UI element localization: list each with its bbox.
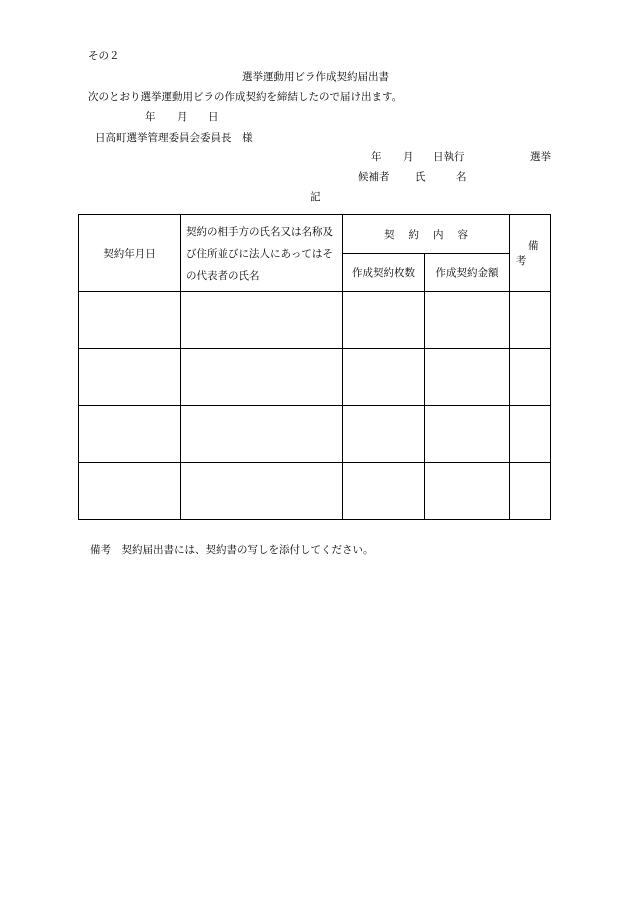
cell-amount xyxy=(425,406,510,463)
cell-date xyxy=(79,292,181,349)
cell-amount xyxy=(425,463,510,520)
name-mei: 名 xyxy=(456,171,467,183)
ki-label: 記 xyxy=(310,191,321,203)
cell-date xyxy=(79,349,181,406)
header-contract-amount: 作成契約金額 xyxy=(425,254,510,292)
cell-remarks xyxy=(510,292,551,349)
date-day: 日 xyxy=(208,111,219,123)
cell-count xyxy=(343,349,425,406)
exec-year: 年 xyxy=(371,151,382,163)
candidate-label: 候補者 xyxy=(358,171,390,183)
cell-amount xyxy=(425,349,510,406)
header-contract-content-text: 契約内容 xyxy=(384,228,482,241)
table-row xyxy=(79,463,551,520)
cell-amount xyxy=(425,292,510,349)
header-remarks xyxy=(510,215,557,292)
header-contract-date: 契約年月日 xyxy=(79,215,181,292)
cell-date xyxy=(79,463,181,520)
cell-remarks xyxy=(510,406,551,463)
footnote: 備考 契約届出書には、契約書の写しを添付してください。 xyxy=(90,544,374,556)
table-row xyxy=(79,292,551,349)
cell-party xyxy=(181,463,343,520)
intro-text: 次のとおり選挙運動用ビラの作成契約を締結したので届け出ます。 xyxy=(88,91,403,103)
header-remarks-text: 備考 xyxy=(515,240,557,267)
cell-count xyxy=(343,406,425,463)
cell-count xyxy=(343,292,425,349)
exec-month: 月 xyxy=(403,151,414,163)
name-shi: 氏 xyxy=(415,171,426,183)
header-sheet-count: 作成契約枚数 xyxy=(343,254,425,292)
date-month: 月 xyxy=(177,111,188,123)
contract-table xyxy=(78,214,557,520)
date-year: 年 xyxy=(145,111,156,123)
cell-party xyxy=(181,292,343,349)
cell-party xyxy=(181,406,343,463)
cell-remarks xyxy=(510,463,551,520)
header-contract-party xyxy=(181,215,343,292)
form-number: その２ xyxy=(88,50,120,62)
election-label: 選挙 xyxy=(530,151,551,163)
cell-party xyxy=(181,349,343,406)
addressee: 日高町選挙管理委員会委員長 様 xyxy=(95,132,253,144)
table-row xyxy=(79,349,551,406)
document-title: 選挙運動用ビラ作成契約届出書 xyxy=(242,71,389,83)
cell-count xyxy=(343,463,425,520)
header-contract-content xyxy=(343,215,510,254)
cell-remarks xyxy=(510,349,551,406)
exec-day: 日執行 xyxy=(433,151,465,163)
header-contract-party-text: 契約の相手方の氏名又は名称及び住所並びに法人にあってはその代表者の氏名 xyxy=(186,226,333,282)
cell-date xyxy=(79,406,181,463)
table-row xyxy=(79,406,551,463)
